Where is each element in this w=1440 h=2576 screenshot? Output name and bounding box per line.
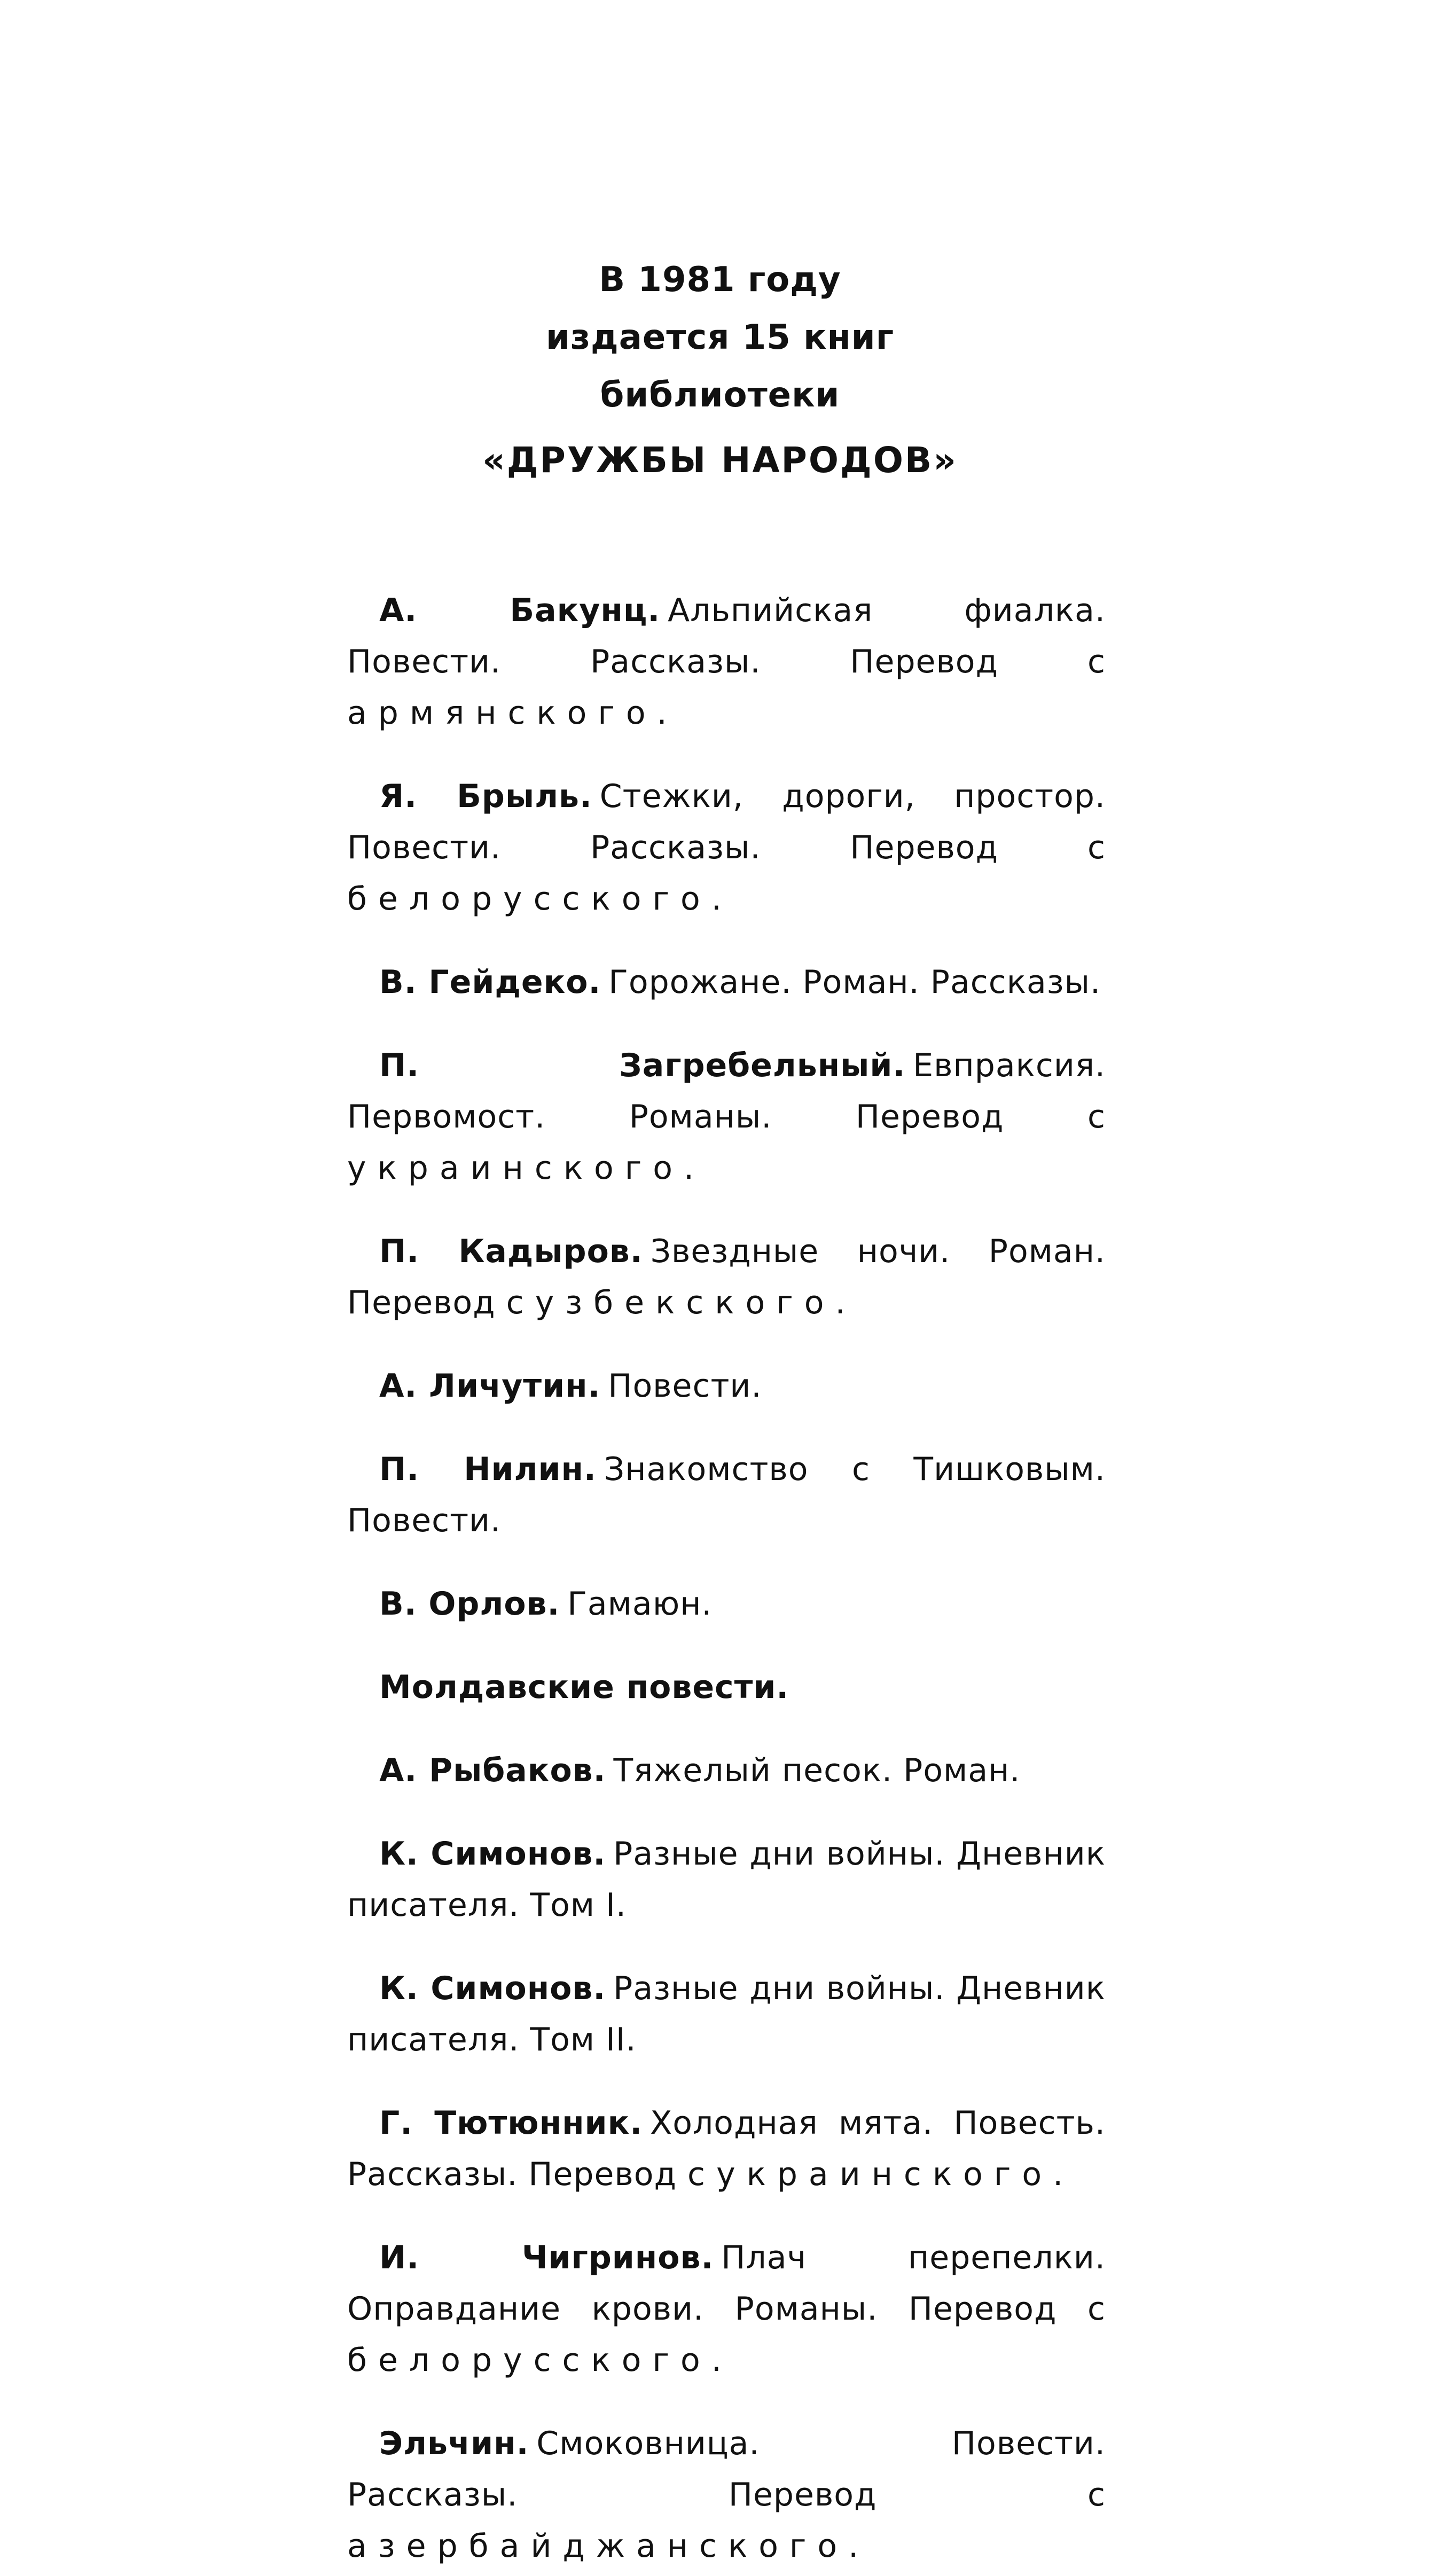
entry-title: Холодная мята. Повесть. Рассказы. Перевод с — [347, 2104, 1106, 2193]
entry-language: азербайджанского. — [347, 2527, 870, 2565]
entry-language: узбекского. — [535, 1284, 857, 1321]
entry-author: П. Нилин. — [379, 1451, 597, 1488]
book-entry — [347, 1226, 1106, 1328]
entry-language: белорусского. — [347, 2342, 733, 2379]
entry-title: Гамаюн. — [567, 1585, 713, 1623]
entry-title: Разные дни войны. Дневник писателя. Том I. — [347, 1835, 1106, 1924]
entry-title: Альпийская фиалка. Повести. Рассказы. Перевод с — [347, 592, 1106, 680]
book-entry — [347, 2097, 1106, 2200]
entry-author: А. Личутин. — [379, 1367, 601, 1405]
entry-title: Горожане. Роман. Рассказы. — [608, 964, 1101, 1001]
entry-author: А. Бакунц. — [379, 592, 661, 629]
book-entry — [347, 957, 1106, 1008]
book-entry — [347, 2418, 1106, 2572]
book-entry — [347, 1963, 1106, 2065]
entry-title: Разные дни войны. Дневник писателя. Том II. — [347, 1970, 1106, 2058]
entry-language: украинского. — [716, 2156, 1075, 2193]
book-list — [347, 553, 1106, 2576]
entry-author: П. Загребельный. — [379, 1047, 906, 1084]
book-entry — [347, 1828, 1106, 1931]
entry-author: К. Симонов. — [379, 1835, 606, 1873]
header-count-line: издается 15 книг — [546, 318, 894, 357]
entry-language: белорусского. — [347, 880, 733, 918]
entry-title: Повести. — [608, 1367, 762, 1405]
header-library-line: библиотеки — [600, 375, 840, 415]
book-entry — [347, 1662, 1106, 1713]
announcement-header — [0, 251, 1440, 489]
entry-title: Звездные ночи. Роман. Перевод с — [347, 1233, 1106, 1321]
book-entry — [347, 771, 1106, 925]
book-entry — [347, 1040, 1106, 1194]
book-entry — [347, 1360, 1106, 1412]
book-entry — [347, 1745, 1106, 1796]
entry-author: П. Кадыров. — [379, 1233, 643, 1270]
entry-author: Г. Тютюнник. — [379, 2104, 643, 2142]
entry-language: украинского. — [347, 1149, 706, 1187]
entry-title: Тяжелый песок. Роман. — [613, 1752, 1021, 1789]
entry-title: Плач перепелки. Оправдание крови. Романы. Перевод с — [347, 2239, 1106, 2328]
book-entry — [347, 1444, 1106, 1546]
header-year-line: В 1981 году — [599, 260, 841, 300]
entry-author: Молдавские повести. — [379, 1669, 789, 1706]
entry-author: И. Чигринов. — [379, 2239, 714, 2276]
book-entry — [347, 2232, 1106, 2386]
book-entry — [347, 585, 1106, 739]
entry-author: Я. Брыль. — [379, 778, 592, 815]
entry-author: В. Гейдеко. — [379, 964, 601, 1001]
entry-language: армянского. — [347, 694, 678, 732]
entry-title: Стежки, дороги, простор. Повести. Рассказы. Перевод с — [347, 778, 1106, 866]
entry-author: К. Симонов. — [379, 1970, 606, 2007]
entry-author: Эльчин. — [379, 2425, 529, 2462]
entry-title: Смоковница. Повести. Рассказы. Перевод с — [347, 2425, 1106, 2514]
book-entry — [347, 1578, 1106, 1630]
entry-title: Знакомство с Тишковым. Повести. — [347, 1451, 1106, 1539]
entry-title: Евпраксия. Первомост. Романы. Перевод с — [347, 1047, 1106, 1136]
entry-author: В. Орлов. — [379, 1585, 560, 1623]
entry-author: А. Рыбаков. — [379, 1752, 606, 1789]
series-title: «ДРУЖБЫ НАРОДОВ» — [482, 440, 958, 481]
